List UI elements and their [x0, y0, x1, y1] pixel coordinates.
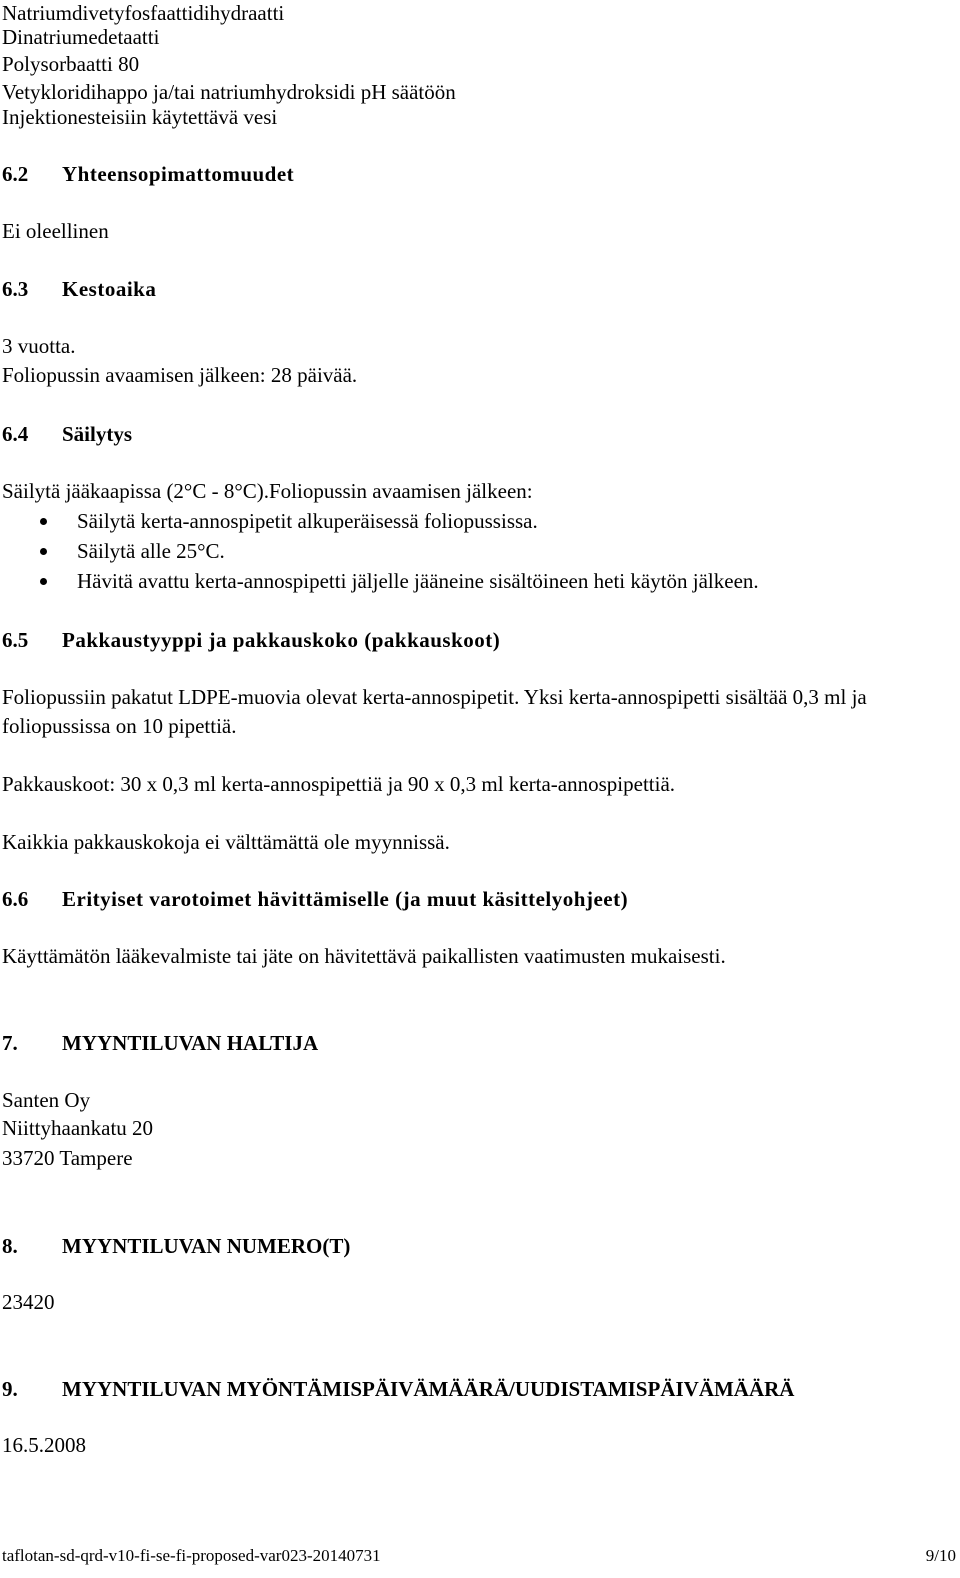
- section-body-line: Pakkauskoot: 30 x 0,3 ml kerta-annospipettiä ja 90 x 0,3 ml kerta-annospipettiä.: [2, 772, 676, 796]
- footer-page-number: 9/10: [925, 1546, 956, 1565]
- section-number: 6.4: [2, 422, 29, 446]
- section-number: 9.: [2, 1377, 18, 1401]
- section-title: Säilytys: [62, 422, 133, 446]
- holder-city: 33720 Tampere: [2, 1146, 133, 1170]
- section-heading-6-6: [2, 886, 628, 912]
- ingredient-line: Polysorbaatti 80: [2, 52, 140, 76]
- section-number: 8.: [2, 1234, 18, 1258]
- holder-name: Santen Oy: [2, 1088, 91, 1112]
- section-number: 6.2: [2, 162, 29, 186]
- list-item-text: Hävitä avattu kerta-annospipetti jäljelle jääneine sisältöineen heti käytön jälkeen.: [77, 569, 759, 593]
- storage-intro: Säilytä jääkaapissa (2°C - 8°C).Foliopussin avaamisen jälkeen:: [2, 479, 533, 503]
- section-number: 6.6: [2, 887, 29, 911]
- section-heading-8: [2, 1233, 350, 1259]
- authorisation-number: 23420: [2, 1290, 55, 1314]
- section-body: Ei oleellinen: [2, 219, 109, 243]
- section-number: 6.3: [2, 277, 29, 301]
- section-title: MYYNTILUVAN MYÖNTÄMISPÄIVÄMÄÄRÄ/UUDISTAMISPÄIVÄMÄÄRÄ: [62, 1377, 795, 1401]
- holder-street: Niittyhaankatu 20: [2, 1116, 154, 1140]
- section-heading-6-3: [2, 276, 156, 302]
- list-item-text: Säilytä alle 25°C.: [77, 539, 225, 563]
- section-title: MYYNTILUVAN HALTIJA: [62, 1031, 319, 1055]
- section-title: Pakkaustyyppi ja pakkauskoko (pakkauskoot): [62, 628, 501, 652]
- section-heading-7: [2, 1030, 318, 1056]
- bullet-icon: [40, 518, 47, 525]
- section-number: 6.5: [2, 628, 29, 652]
- section-body-line: Foliopussiin pakatut LDPE-muovia olevat kerta-annospipetit. Yksi kerta-annospipetti sisältää 0,3 ml ja: [2, 685, 867, 709]
- section-body: Käyttämätön lääkevalmiste tai jäte on hävitettävä paikallisten vaatimusten mukaisesti.: [2, 944, 726, 968]
- bullet-icon: [40, 578, 47, 585]
- ingredient-line: Dinatriumedetaatti: [2, 25, 160, 49]
- ingredient-line: Vetykloridihappo ja/tai natriumhydroksidi pH säätöön: [2, 80, 456, 104]
- authorisation-date: 16.5.2008: [2, 1433, 86, 1457]
- section-title: Kestoaika: [62, 277, 157, 301]
- bullet-icon: [40, 548, 47, 555]
- section-heading-6-2: [2, 161, 294, 187]
- section-body-line: foliopussissa on 10 pipettiä.: [2, 714, 237, 738]
- section-heading-6-4: [2, 421, 132, 447]
- section-body-line: 3 vuotta.: [2, 334, 76, 358]
- section-number: 7.: [2, 1031, 18, 1055]
- section-heading-6-5: [2, 627, 500, 653]
- section-body-line: Kaikkia pakkauskokoja ei välttämättä ole myynnissä.: [2, 830, 450, 854]
- section-title: Erityiset varotoimet hävittämiselle (ja muut käsittelyohjeet): [62, 887, 629, 911]
- footer-document-id: taflotan-sd-qrd-v10-fi-se-fi-proposed-var023-20140731: [2, 1546, 381, 1565]
- ingredient-line: Natriumdivetyfosfaattidihydraatti: [2, 1, 285, 25]
- section-heading-9: [2, 1376, 794, 1402]
- section-title: MYYNTILUVAN NUMERO(T): [62, 1234, 351, 1258]
- section-title: Yhteensopimattomuudet: [62, 162, 295, 186]
- ingredient-line: Injektionesteisiin käytettävä vesi: [2, 105, 278, 129]
- list-item-text: Säilytä kerta-annospipetit alkuperäisessä foliopussissa.: [77, 509, 538, 533]
- section-body-line: Foliopussin avaamisen jälkeen: 28 päivää.: [2, 363, 358, 387]
